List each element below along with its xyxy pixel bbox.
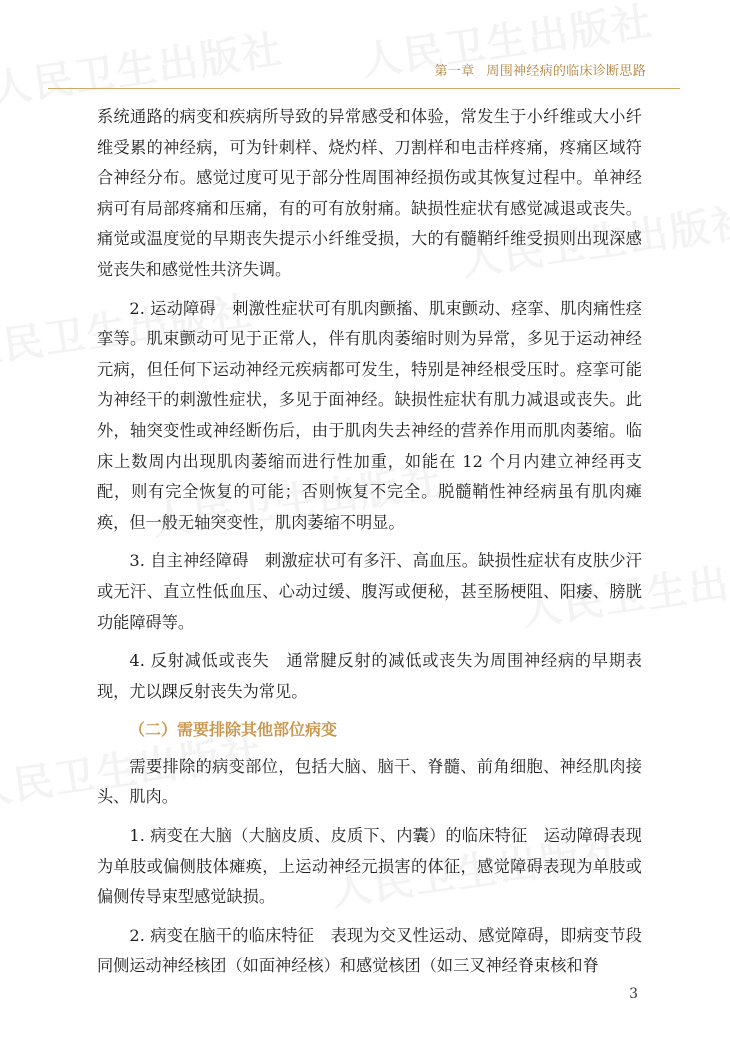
page-number: 3 [629,986,638,1002]
paragraph: 系统通路的病变和疾病所导致的异常感受和体验，常发生于小纤维或大小纤维受累的神经病，可为针刺样、烧灼样、刀割样和电击样疼痛，疼痛区域符合神经分布。感觉过度可见于部分性周围神经损伤或其恢复过程中。单神经病可有局部疼痛和压痛，有的可有放射痛。缺损性症状有感觉减退或丧失。痛觉或温度觉的早期丧失提示小纤维受损，大的有髓鞘纤维受损则出现深感觉丧失和感觉性共济失调。 [97,107,642,279]
paragraph: 3. 自主神经障碍 刺激症状可有多汗、高血压。缺损性症状有皮肤少汗或无汗、直立性低血压、心动过缓、腹泻或便秘，甚至肠梗阻、阳痿、膀胱功能障碍等。 [97,551,642,632]
chapter-label: 第一章 [434,64,475,79]
section-heading: （二）需要排除其他部位病变 [129,720,338,740]
paragraph: 2. 病变在脑干的临床特征 表现为交叉性运动、感觉障碍，即病变节段同侧运动神经核团（如面神经核）和感觉核团（如三叉神经脊束核和脊 [97,925,642,976]
running-header [434,60,646,79]
chapter-title: 周围神经病的临床诊断思路 [486,64,646,79]
paragraph: 需要排除的病变部位，包括大脑、脑干、脊髓、前角细胞、神经肌肉接头、肌肉。 [97,756,642,807]
paragraph: 4. 反射减低或丧失 通常腱反射的减低或丧失为周围神经病的早期表现，尤以踝反射丧失为常见。 [97,651,642,701]
body-text [97,102,642,990]
header-divider [48,88,680,89]
paragraph: 2. 运动障碍 刺激性症状可有肌肉颤搐、肌束颤动、痉挛、肌肉痛性痉挛等。肌束颤动可见于正常人，伴有肌肉萎缩时则为异常，多见于运动神经元病，但任何下运动神经元疾病都可发生，特别是神经根受压时。痉挛可能为神经干的刺激性症状，多见于面神经。缺损性症状有肌力减退或丧失。此外，轴突变性或神经断伤后，由于肌肉失去神经的营养作用而肌肉萎缩。临床上数周内出现肌肉萎缩而进行性加重，如能在 12 个月内建立神经再支配，则有完全恢复的可能；否则恢复不完全。脱髓鞘性神经病虽有肌肉瘫痪，但一般无轴突变性，肌肉萎缩不明显。 [97,298,642,532]
paragraph: 1. 病变在大脑（大脑皮质、皮质下、内囊）的临床特征 运动障碍表现为单肢或偏侧肢体瘫痪，上运动神经元损害的体征，感觉障碍表现为单肢或偏侧传导束型感觉缺损。 [97,826,642,907]
watermark [0,18,287,115]
